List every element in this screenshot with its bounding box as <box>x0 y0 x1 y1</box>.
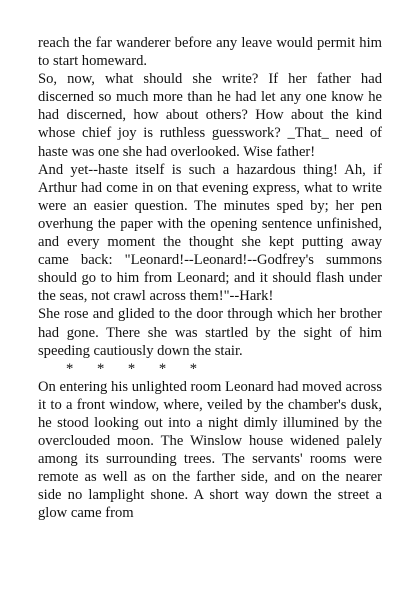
section-break: * * * * * <box>66 360 198 377</box>
paragraph-4: She rose and glided to the door through which her brother had gone. There she was startled by the sight of him speeding cautiously down the stair. <box>38 306 382 359</box>
paragraph-1: reach the far wanderer before any leave would permit him to start homeward. <box>38 35 382 70</box>
book-page <box>38 34 382 523</box>
paragraph-5: On entering his unlighted room Leonard had moved across it to a front window, where, veiled by the chamber's dusk, he stood looking out into a night dimly illumined by the overclouded moon. The Winslow house widened palely among its surrounding trees. The servants' rooms were remote as well as on the farther side, and on the nearer side no lamplight shone. A short way down the street a glow came from <box>38 378 382 522</box>
paragraph-3: And yet--haste itself is such a hazardous thing! Ah, if Arthur had come in on that evening express, what to write were an easier question. The minutes sped by; her pen overhung the paper with the opening sentence unfinished, and every moment the thought she kept putting away came back: "Leonard!--Leonard!--Godfrey's summons should go to him from Leonard; and it should flash under the seas, not crawl across them!"--Hark! <box>38 161 382 305</box>
paragraph-2: So, now, what should she write? If her father had discerned so much more than he had let any one know he had discerned, how about others? How about the kind whose chief joy is ruthless guesswork? _That_ need of haste was one she had overlooked. Wise father! <box>38 71 382 160</box>
